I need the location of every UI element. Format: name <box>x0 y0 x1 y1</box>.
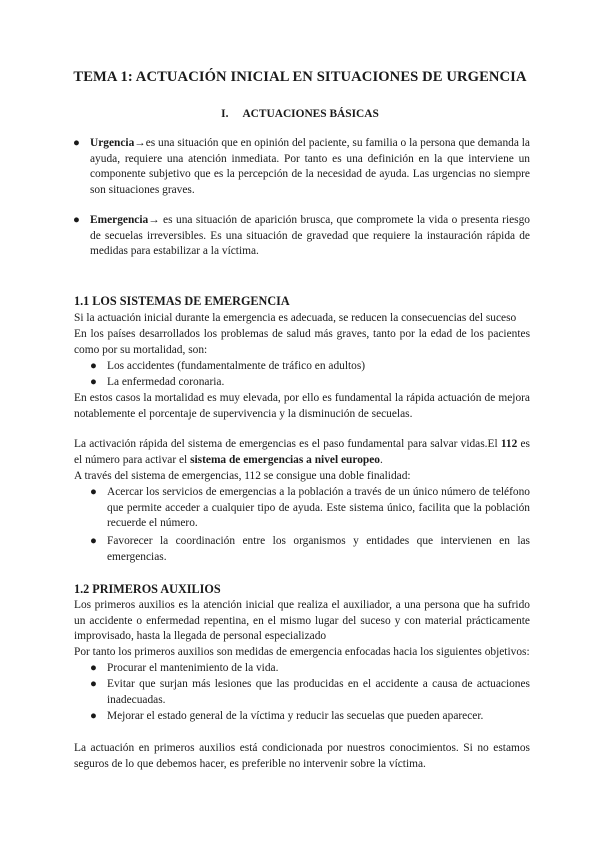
heading-sistemas-emergencia: 1.1 LOS SISTEMAS DE EMERGENCIA <box>74 294 290 308</box>
list-item-text: Los accidentes (fundamentalmente de tráfico en adultos) <box>107 360 366 372</box>
bullet-icon: ● <box>90 710 97 722</box>
emergency-number: 112 <box>500 438 518 450</box>
section-number: I. <box>221 108 229 120</box>
paragraph-112 <box>74 437 530 468</box>
list-item-text: Mejorar el estado general de la víctima y reducir las secuelas que pueden aparecer. <box>107 710 484 722</box>
definition-text: es una situación de aparición brusca, que compromete la vida o presenta riesgo de secuelas irreversibles. Es una situación de gravedad que requiere la instauración rápida de medidas para estabilizar a la víctima. <box>90 214 530 258</box>
definition-term: Urgencia <box>90 137 135 149</box>
section-label: ACTUACIONES BÁSICAS <box>242 108 379 120</box>
bullet-icon: ● <box>73 214 80 226</box>
bullet-icon: ● <box>90 535 97 547</box>
bullet-icon: ● <box>90 678 97 690</box>
emphasis: sistema de emergencias a nivel europeo <box>190 453 380 466</box>
paragraph: En los países desarrollados los problemas de salud más graves, tanto por la edad de los pacientes como por su mortalidad, son: <box>74 328 530 356</box>
text-run: . <box>379 453 383 466</box>
definition-text: es una situación que en opinión del paciente, su familia o la persona que demanda la ayuda, requiere una atención inmediata. Por tanto es una definición en la que interviene un componente subjetivo que es la percepción de la necesidad de ayuda. Las urgencias no siempre son situaciones graves. <box>90 137 530 196</box>
page-title: TEMA 1: ACTUACIÓN INICIAL EN SITUACIONES DE URGENCIA <box>73 69 527 85</box>
bullet-icon: ● <box>90 376 97 388</box>
paragraph: Si la actuación inicial durante la emergencia es adecuada, se reducen la consecuencias del suceso <box>74 312 517 324</box>
list-item <box>90 534 530 565</box>
list-item-text: Evitar que surjan más lesiones que las producidas en el accidente a causa de actuaciones inadecuadas. <box>107 678 530 706</box>
definition-term: Emergencia <box>90 214 149 226</box>
list-item <box>90 485 530 532</box>
list-item <box>90 677 530 708</box>
paragraph: A través del sistema de emergencias, 112 se consigue una doble finalidad: <box>74 470 411 482</box>
definition-urgencia <box>73 136 530 198</box>
paragraph: Los primeros auxilios es la atención inicial que realiza el auxiliador, a una persona que ha sufrido un accidente o enfermedad repentina, en el mismo lugar del suceso y con material prácticamente improvisado, hasta la llegada de personal especializado <box>74 599 530 643</box>
list-item <box>90 661 530 677</box>
list-item-text: La enfermedad coronaria. <box>107 376 225 388</box>
definition-emergencia <box>73 213 530 260</box>
bullet-icon: ● <box>73 137 80 149</box>
paragraph: Por tanto los primeros auxilios son medidas de emergencia enfocadas hacia los siguientes objetivos: <box>74 646 530 658</box>
arrow-icon: → <box>134 137 146 149</box>
list-item <box>90 709 530 725</box>
list-item-text: Procurar el mantenimiento de la vida. <box>107 662 279 674</box>
arrow-icon: → <box>148 214 160 226</box>
bullet-icon: ● <box>90 486 97 498</box>
heading-primeros-auxilios: 1.2 PRIMEROS AUXILIOS <box>74 582 221 596</box>
bullet-icon: ● <box>90 360 97 372</box>
list-item <box>90 359 530 375</box>
paragraph: La actuación en primeros auxilios está condicionada por nuestros conocimientos. Si no estamos seguros de lo que debemos hacer, es preferible no intervenir sobre la víctima. <box>74 742 530 770</box>
list-item-text: Favorecer la coordinación entre los organismos y entidades que intervienen en las emergencias. <box>107 535 530 563</box>
list-item <box>90 375 530 391</box>
text-run: es el número para activar el <box>74 438 530 466</box>
text-run: La activación rápida del sistema de emergencias es el paso fundamental para salvar vidas.El <box>74 438 501 450</box>
paragraph: En estos casos la mortalidad es muy elevada, por ello es fundamental la rápida actuación de mejora notablemente el porcentaje de supervivencia y la disminución de secuelas. <box>74 392 530 420</box>
bullet-icon: ● <box>90 662 97 674</box>
section-heading-basic <box>0 107 600 123</box>
list-item-text: Acercar los servicios de emergencias a la población a través de un único número de teléfono que permite acceder a cualquier tipo de ayuda. Este sistema único, facilita que la población recuerde el número. <box>107 486 530 530</box>
